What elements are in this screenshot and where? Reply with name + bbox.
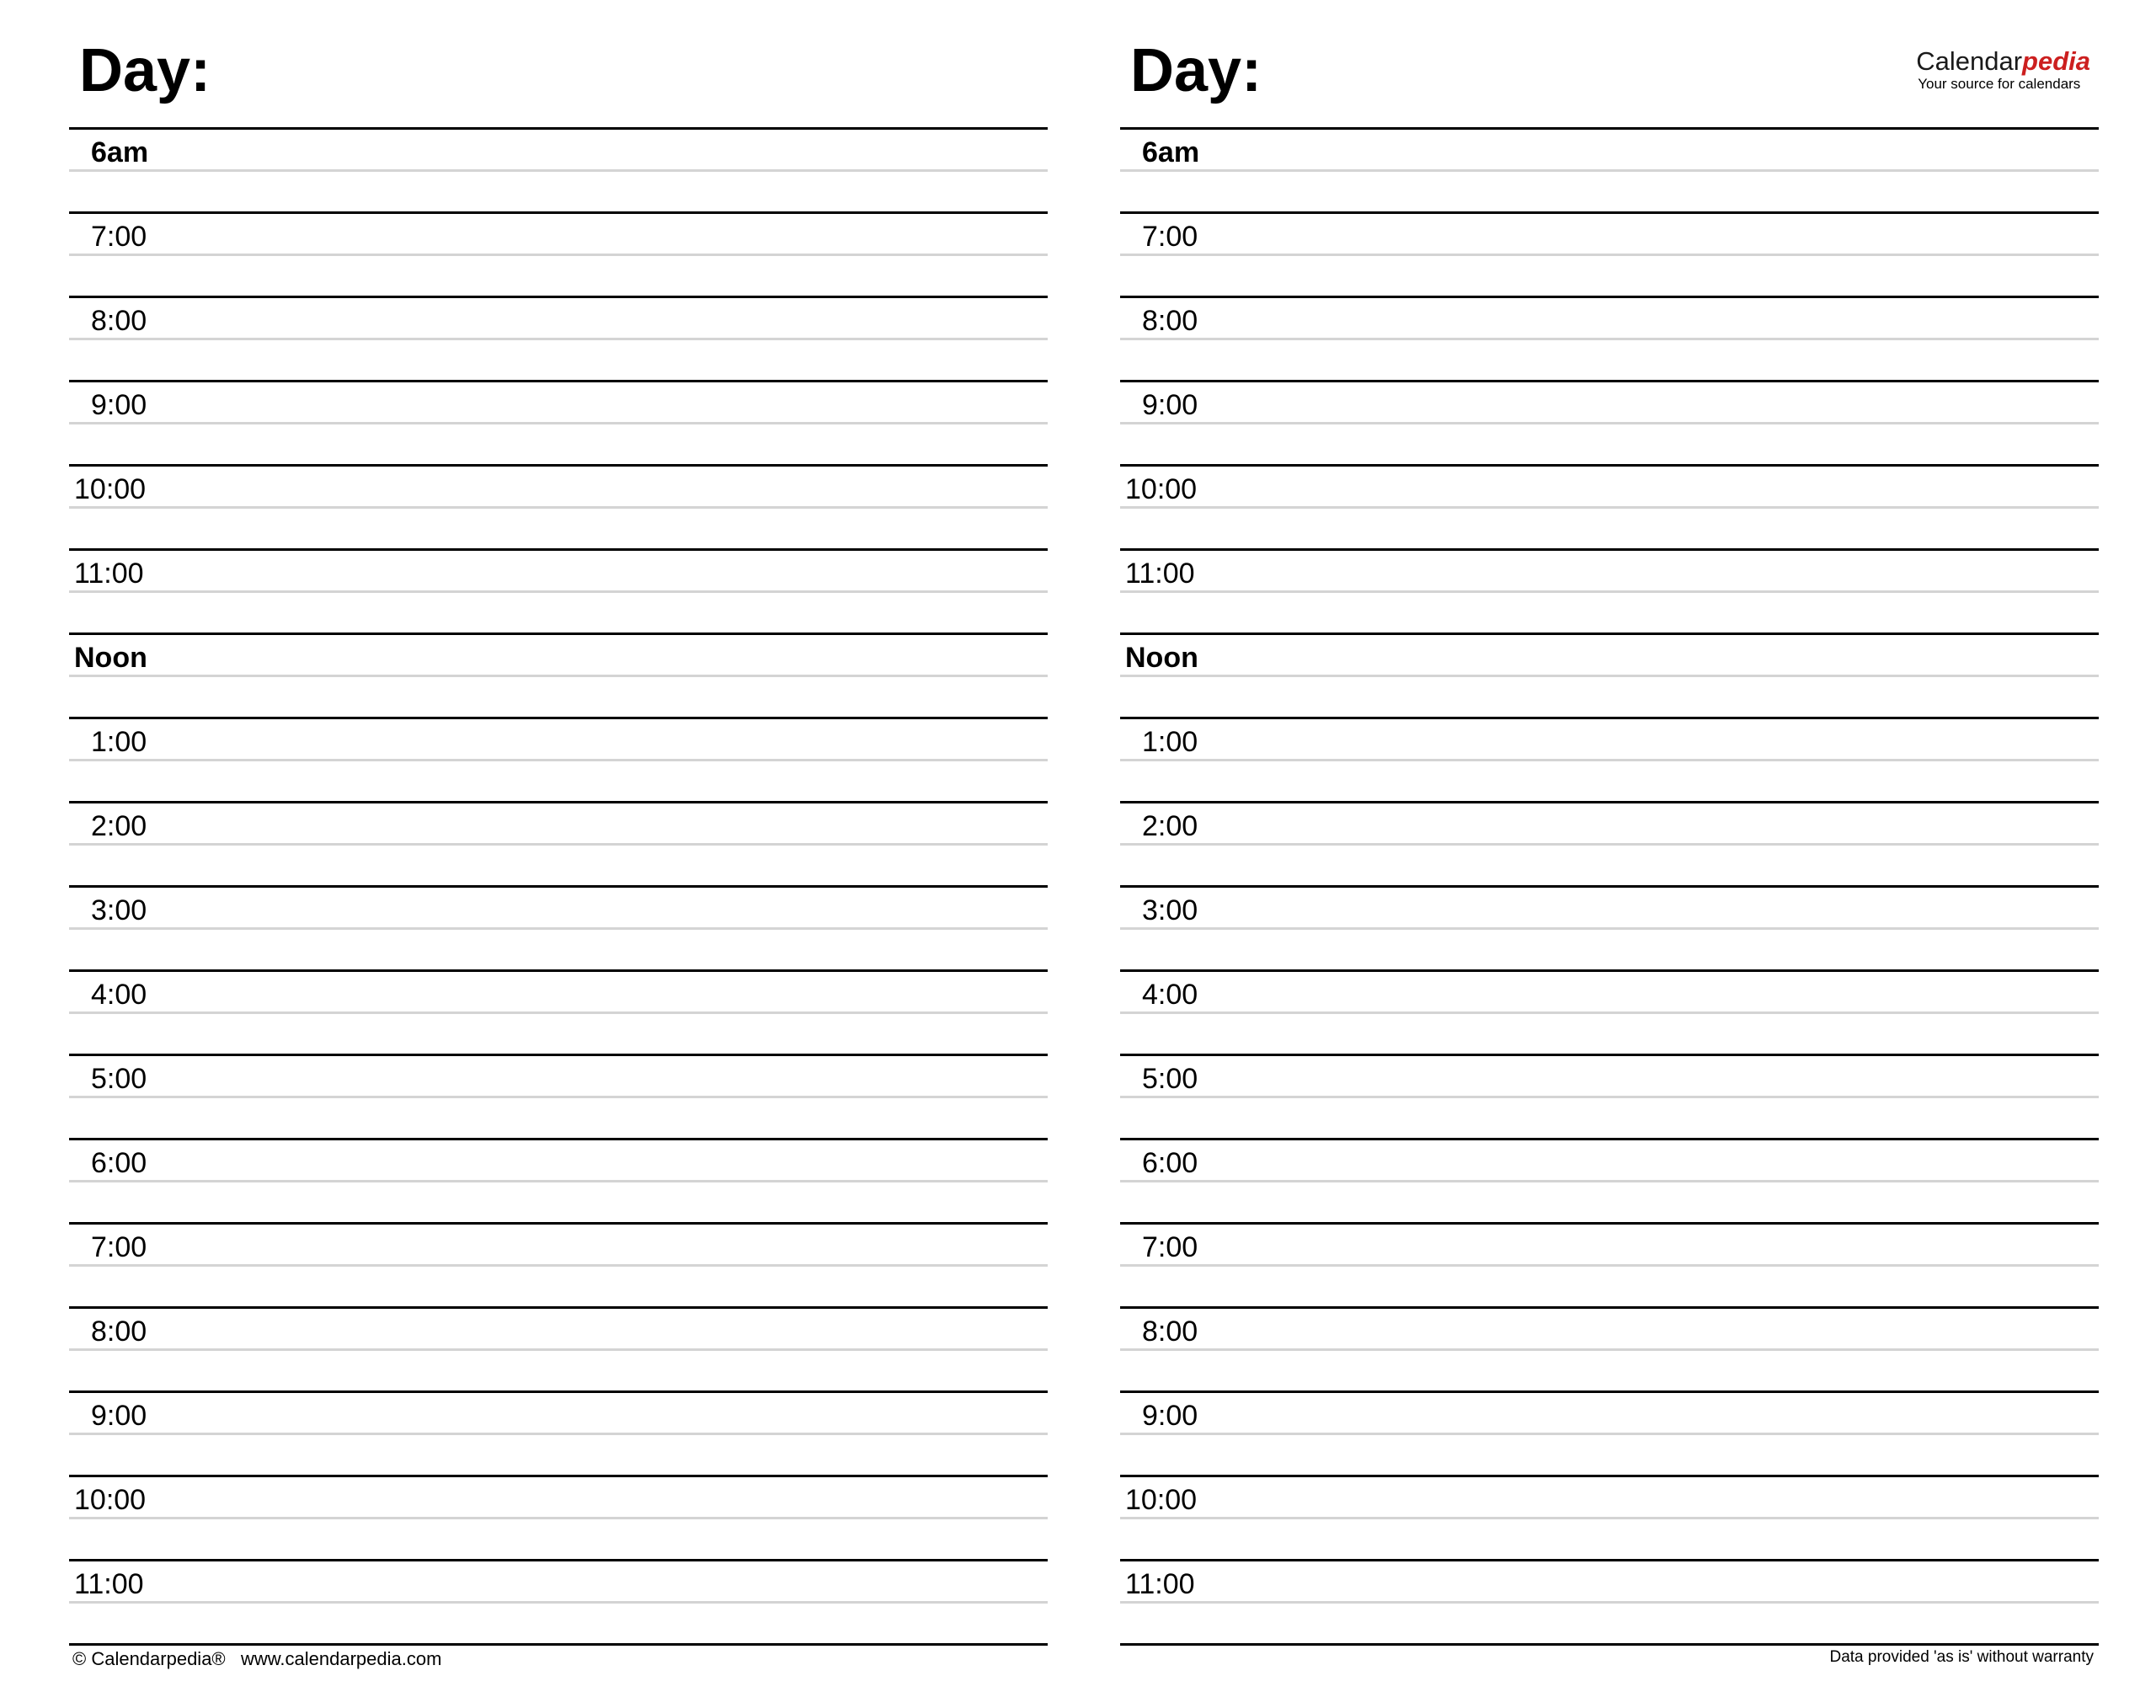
time-slot-row xyxy=(69,801,1048,885)
half-hour-rule xyxy=(1120,759,2099,761)
half-hour-rule xyxy=(69,1348,1048,1351)
time-label: 1:00 xyxy=(91,726,147,758)
time-slot-row xyxy=(1120,127,2099,211)
brand-logo xyxy=(1916,47,2090,93)
time-label: 7:00 xyxy=(91,221,147,253)
brand-name xyxy=(1916,47,2090,76)
half-hour-rule xyxy=(69,422,1048,424)
time-label: 9:00 xyxy=(91,1400,147,1432)
time-slot-row xyxy=(1120,717,2099,801)
time-label: 4:00 xyxy=(1142,979,1198,1011)
time-label: 11:00 xyxy=(74,558,144,590)
half-hour-rule xyxy=(69,590,1048,593)
half-hour-rule xyxy=(1120,1264,2099,1267)
half-hour-rule xyxy=(1120,169,2099,172)
time-slot-row xyxy=(69,969,1048,1054)
half-hour-rule xyxy=(69,1517,1048,1519)
time-label: 8:00 xyxy=(1142,305,1198,337)
time-label: 9:00 xyxy=(1142,1400,1198,1432)
half-hour-rule xyxy=(1120,254,2099,256)
brand-name-part2: pedia xyxy=(2022,46,2090,76)
time-label: Noon xyxy=(1125,642,1198,674)
time-label: 8:00 xyxy=(91,1316,147,1348)
half-hour-rule xyxy=(69,1264,1048,1267)
time-slot-row xyxy=(1120,801,2099,885)
time-slot-row xyxy=(1120,1306,2099,1390)
day-title: Day: xyxy=(1130,37,1262,104)
half-hour-rule xyxy=(69,338,1048,340)
half-hour-rule xyxy=(1120,675,2099,677)
bottom-rule xyxy=(69,1643,1048,1646)
time-label: 7:00 xyxy=(1142,1231,1198,1263)
time-label: 8:00 xyxy=(91,305,147,337)
time-slots xyxy=(1120,127,2099,1643)
time-label: 6:00 xyxy=(1142,1147,1198,1179)
half-hour-rule xyxy=(1120,1011,2099,1014)
time-slot-row xyxy=(69,1222,1048,1306)
time-label: 10:00 xyxy=(1125,1484,1198,1516)
time-slot-row xyxy=(1120,1390,2099,1475)
time-slot-row xyxy=(1120,296,2099,380)
time-label: 11:00 xyxy=(1125,1568,1195,1600)
time-label: 5:00 xyxy=(1142,1063,1198,1095)
half-hour-rule xyxy=(1120,422,2099,424)
half-hour-rule xyxy=(69,1601,1048,1604)
half-hour-rule xyxy=(1120,1180,2099,1182)
time-slot-row xyxy=(69,1138,1048,1222)
half-hour-rule xyxy=(69,1433,1048,1435)
time-label: 2:00 xyxy=(1142,810,1198,842)
time-slot-row xyxy=(69,296,1048,380)
time-slot-row xyxy=(1120,1559,2099,1643)
half-hour-rule xyxy=(1120,1601,2099,1604)
half-hour-rule xyxy=(1120,843,2099,846)
half-hour-rule xyxy=(1120,590,2099,593)
half-hour-rule xyxy=(69,169,1048,172)
time-slot-row xyxy=(1120,548,2099,632)
half-hour-rule xyxy=(69,843,1048,846)
time-label: 6:00 xyxy=(91,1147,147,1179)
time-label: 11:00 xyxy=(74,1568,144,1600)
half-hour-rule xyxy=(69,675,1048,677)
planner-page-left xyxy=(69,0,1048,1708)
time-label: 6am xyxy=(91,136,149,168)
half-hour-rule xyxy=(1120,1433,2099,1435)
time-slot-row xyxy=(1120,885,2099,969)
time-slot-row xyxy=(1120,211,2099,296)
time-slot-row xyxy=(1120,1222,2099,1306)
time-label: 2:00 xyxy=(91,810,147,842)
time-label: 6am xyxy=(1142,136,1200,168)
half-hour-rule xyxy=(1120,338,2099,340)
half-hour-rule xyxy=(1120,927,2099,930)
half-hour-rule xyxy=(1120,1517,2099,1519)
time-label: 10:00 xyxy=(1125,473,1198,505)
time-slot-row xyxy=(69,380,1048,464)
bottom-rule xyxy=(1120,1643,2099,1646)
half-hour-rule xyxy=(69,506,1048,509)
time-slot-row xyxy=(1120,1138,2099,1222)
half-hour-rule xyxy=(69,1180,1048,1182)
time-label: 9:00 xyxy=(91,389,147,421)
time-slot-row xyxy=(69,1390,1048,1475)
time-label: 10:00 xyxy=(74,1484,147,1516)
half-hour-rule xyxy=(69,1011,1048,1014)
time-slot-row xyxy=(69,127,1048,211)
time-slot-row xyxy=(69,717,1048,801)
time-slots xyxy=(69,127,1048,1643)
planner-page-right xyxy=(1120,0,2099,1708)
time-slot-row xyxy=(69,464,1048,548)
time-slot-row xyxy=(1120,464,2099,548)
time-label: 10:00 xyxy=(74,473,147,505)
half-hour-rule xyxy=(69,759,1048,761)
time-label: 4:00 xyxy=(91,979,147,1011)
time-slot-row xyxy=(1120,1475,2099,1559)
half-hour-rule xyxy=(1120,1096,2099,1098)
time-label: 1:00 xyxy=(1142,726,1198,758)
time-slot-row xyxy=(1120,969,2099,1054)
half-hour-rule xyxy=(1120,1348,2099,1351)
time-slot-row xyxy=(69,885,1048,969)
time-label: 3:00 xyxy=(91,894,147,926)
time-slot-row xyxy=(69,211,1048,296)
time-slot-row xyxy=(69,632,1048,717)
time-slot-row xyxy=(69,1054,1048,1138)
brand-name-part1: Calendar xyxy=(1916,46,2023,76)
time-slot-row xyxy=(69,1559,1048,1643)
time-label: 8:00 xyxy=(1142,1316,1198,1348)
footer-copyright: © Calendarpedia® www.calendarpedia.com xyxy=(72,1648,442,1669)
time-label: 7:00 xyxy=(91,1231,147,1263)
half-hour-rule xyxy=(69,254,1048,256)
time-slot-row xyxy=(69,548,1048,632)
time-label: 7:00 xyxy=(1142,221,1198,253)
time-slot-row xyxy=(1120,1054,2099,1138)
time-slot-row xyxy=(1120,380,2099,464)
time-label: Noon xyxy=(74,642,147,674)
time-slot-row xyxy=(69,1475,1048,1559)
time-label: 11:00 xyxy=(1125,558,1195,590)
footer-disclaimer: Data provided 'as is' without warranty xyxy=(1829,1648,2094,1666)
time-slot-row xyxy=(1120,632,2099,717)
time-slot-row xyxy=(69,1306,1048,1390)
time-label: 5:00 xyxy=(91,1063,147,1095)
half-hour-rule xyxy=(69,1096,1048,1098)
day-title: Day: xyxy=(79,37,211,104)
brand-tagline: Your source for calendars xyxy=(1918,76,2081,92)
half-hour-rule xyxy=(1120,506,2099,509)
time-label: 3:00 xyxy=(1142,894,1198,926)
time-label: 9:00 xyxy=(1142,389,1198,421)
half-hour-rule xyxy=(69,927,1048,930)
